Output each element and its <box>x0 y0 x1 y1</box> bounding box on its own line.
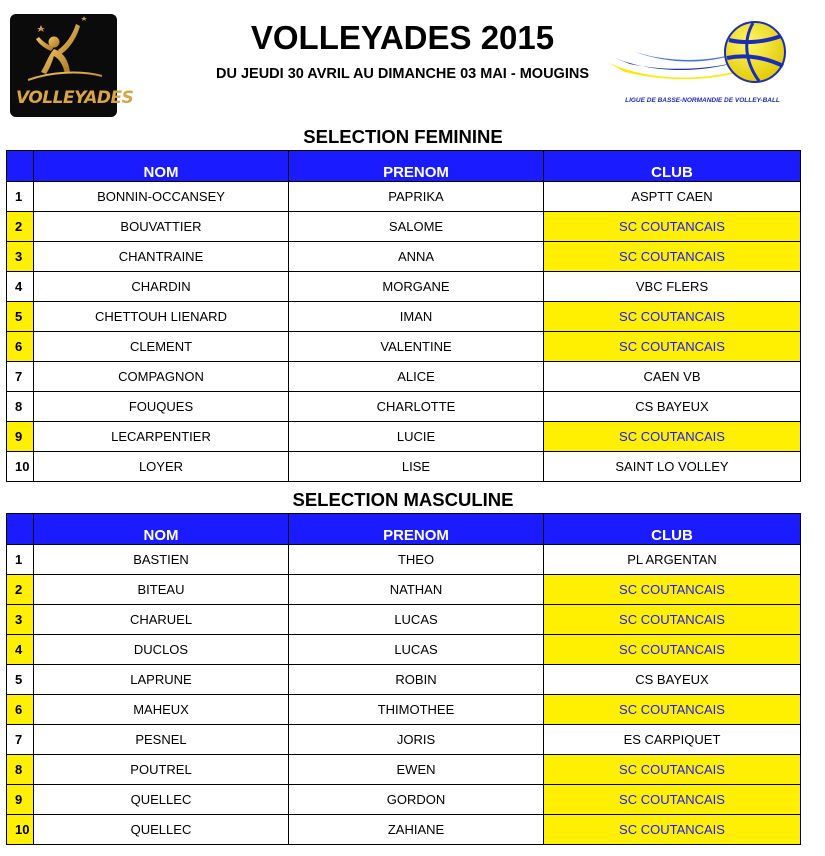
table-row <box>7 302 801 332</box>
volleyades-logo <box>10 14 134 117</box>
table-row <box>7 182 801 212</box>
row-number: 2 <box>7 575 34 605</box>
row-number: 3 <box>7 242 34 272</box>
column-header-num <box>7 151 34 182</box>
cell-prenom: EWEN <box>289 755 544 785</box>
table-masculine-body <box>7 514 801 845</box>
table-row <box>7 785 801 815</box>
row-number: 3 <box>7 605 34 635</box>
row-number: 8 <box>7 392 34 422</box>
row-number: 9 <box>7 785 34 815</box>
cell-club: SAINT LO VOLLEY <box>544 452 801 482</box>
cell-nom: CHANTRAINE <box>34 242 289 272</box>
table-row <box>7 332 801 362</box>
table-row <box>7 755 801 785</box>
cell-nom: LECARPENTIER <box>34 422 289 452</box>
cell-prenom: IMAN <box>289 302 544 332</box>
volleyball-icon <box>605 14 800 96</box>
table-feminine <box>6 150 801 482</box>
cell-club: ASPTT CAEN <box>544 182 801 212</box>
volleyball-player-icon <box>10 14 117 89</box>
cell-club: SC COUTANCAIS <box>544 635 801 665</box>
table-row <box>7 605 801 635</box>
cell-nom: QUELLEC <box>34 785 289 815</box>
cell-nom: CHARUEL <box>34 605 289 635</box>
page-title: VOLLEYADES 2015 <box>250 19 555 56</box>
table-masculine <box>6 513 801 845</box>
row-number: 5 <box>7 302 34 332</box>
row-number: 10 <box>7 452 34 482</box>
row-number: 7 <box>7 362 34 392</box>
cell-club: SC COUTANCAIS <box>544 212 801 242</box>
row-number: 1 <box>7 545 34 575</box>
table-row <box>7 272 801 302</box>
cell-prenom: JORIS <box>289 725 544 755</box>
cell-prenom: VALENTINE <box>289 332 544 362</box>
cell-nom: DUCLOS <box>34 635 289 665</box>
row-number: 4 <box>7 272 34 302</box>
table-row <box>7 815 801 845</box>
row-number: 9 <box>7 422 34 452</box>
table-row <box>7 665 801 695</box>
row-number: 7 <box>7 725 34 755</box>
cell-nom: CHETTOUH LIENARD <box>34 302 289 332</box>
cell-prenom: MORGANE <box>289 272 544 302</box>
cell-prenom: LUCAS <box>289 635 544 665</box>
row-number: 10 <box>7 815 34 845</box>
table-header-row <box>7 514 801 545</box>
league-name: LIGUE DE BASSE-NORMANDIE DE VOLLEY-BALL <box>625 97 780 104</box>
table-row <box>7 575 801 605</box>
cell-prenom: LUCIE <box>289 422 544 452</box>
section-title-feminine: SELECTION FEMININE <box>303 126 503 147</box>
row-number: 6 <box>7 695 34 725</box>
column-header-num <box>7 514 34 545</box>
cell-prenom: ALICE <box>289 362 544 392</box>
row-number: 2 <box>7 212 34 242</box>
cell-nom: FOUQUES <box>34 392 289 422</box>
cell-club: SC COUTANCAIS <box>544 605 801 635</box>
column-header-nom: NOM <box>34 151 289 182</box>
cell-prenom: THIMOTHEE <box>289 695 544 725</box>
table-row <box>7 242 801 272</box>
table-row <box>7 452 801 482</box>
cell-club: SC COUTANCAIS <box>544 695 801 725</box>
cell-nom: LAPRUNE <box>34 665 289 695</box>
cell-prenom: ANNA <box>289 242 544 272</box>
cell-nom: LOYER <box>34 452 289 482</box>
column-header-club: CLUB <box>544 151 801 182</box>
cell-prenom: ZAHIANE <box>289 815 544 845</box>
row-number: 5 <box>7 665 34 695</box>
cell-nom: BASTIEN <box>34 545 289 575</box>
league-logo <box>605 14 800 119</box>
cell-nom: MAHEUX <box>34 695 289 725</box>
row-number: 1 <box>7 182 34 212</box>
cell-nom: PESNEL <box>34 725 289 755</box>
cell-prenom: PAPRIKA <box>289 182 544 212</box>
cell-club: SC COUTANCAIS <box>544 755 801 785</box>
page-subtitle: DU JEUDI 30 AVRIL AU DIMANCHE 03 MAI - MOUGINS <box>215 66 589 82</box>
cell-prenom: CHARLOTTE <box>289 392 544 422</box>
cell-club: SC COUTANCAIS <box>544 815 801 845</box>
table-row <box>7 695 801 725</box>
table-row <box>7 635 801 665</box>
cell-club: PL ARGENTAN <box>544 545 801 575</box>
cell-prenom: SALOME <box>289 212 544 242</box>
table-header-row <box>7 151 801 182</box>
cell-prenom: GORDON <box>289 785 544 815</box>
cell-nom: COMPAGNON <box>34 362 289 392</box>
cell-club: SC COUTANCAIS <box>544 422 801 452</box>
logo-left-text: VOLLEYADES <box>16 88 134 108</box>
row-number: 4 <box>7 635 34 665</box>
cell-nom: BONNIN-OCCANSEY <box>34 182 289 212</box>
column-header-prenom: PRENOM <box>289 151 544 182</box>
cell-club: CS BAYEUX <box>544 665 801 695</box>
cell-nom: BOUVATTIER <box>34 212 289 242</box>
section-title-masculine: SELECTION MASCULINE <box>292 489 514 510</box>
table-row <box>7 212 801 242</box>
cell-prenom: THEO <box>289 545 544 575</box>
cell-prenom: LUCAS <box>289 605 544 635</box>
table-row <box>7 545 801 575</box>
cell-club: ES CARPIQUET <box>544 725 801 755</box>
column-header-prenom: PRENOM <box>289 514 544 545</box>
cell-prenom: ROBIN <box>289 665 544 695</box>
cell-club: VBC FLERS <box>544 272 801 302</box>
table-row <box>7 422 801 452</box>
cell-nom: QUELLEC <box>34 815 289 845</box>
cell-club: SC COUTANCAIS <box>544 785 801 815</box>
cell-nom: POUTREL <box>34 755 289 785</box>
table-feminine-body <box>7 151 801 482</box>
cell-prenom: LISE <box>289 452 544 482</box>
column-header-club: CLUB <box>544 514 801 545</box>
row-number: 6 <box>7 332 34 362</box>
cell-nom: CLEMENT <box>34 332 289 362</box>
row-number: 8 <box>7 755 34 785</box>
cell-club: SC COUTANCAIS <box>544 575 801 605</box>
cell-club: CAEN VB <box>544 362 801 392</box>
cell-club: SC COUTANCAIS <box>544 332 801 362</box>
cell-club: SC COUTANCAIS <box>544 242 801 272</box>
cell-club: SC COUTANCAIS <box>544 302 801 332</box>
table-row <box>7 362 801 392</box>
table-row <box>7 725 801 755</box>
column-header-nom: NOM <box>34 514 289 545</box>
cell-nom: BITEAU <box>34 575 289 605</box>
cell-nom: CHARDIN <box>34 272 289 302</box>
table-row <box>7 392 801 422</box>
cell-club: CS BAYEUX <box>544 392 801 422</box>
cell-prenom: NATHAN <box>289 575 544 605</box>
